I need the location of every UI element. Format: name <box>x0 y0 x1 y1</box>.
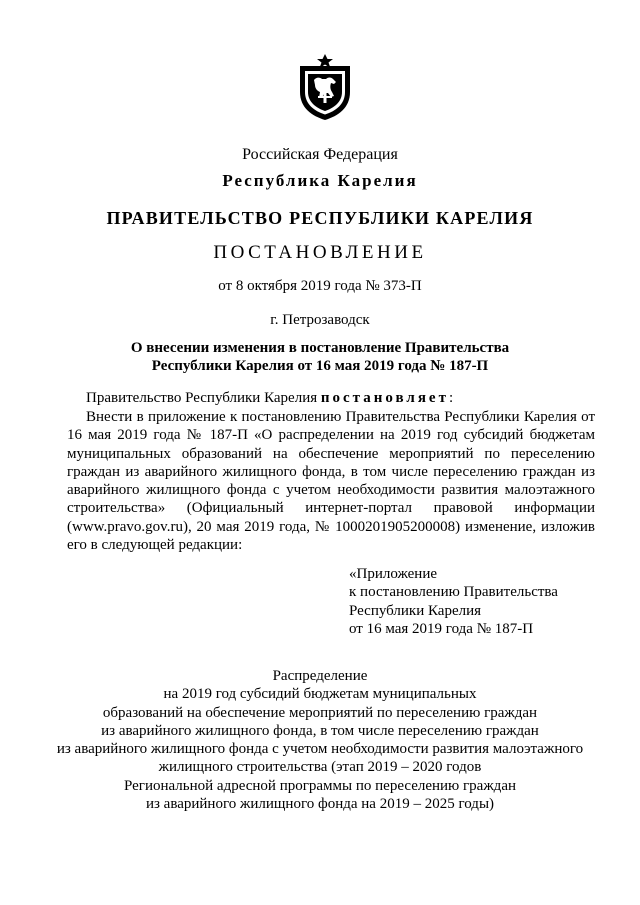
karelia-coat-of-arms-icon <box>296 52 354 122</box>
republic-name: Республика Карелия <box>222 171 418 190</box>
document-type: ПОСТАНОВЛЕНИЕ <box>213 242 427 263</box>
document-title-line-1: О внесении изменения в постановление Правительства <box>130 340 510 356</box>
annex-line: «Приложение <box>349 566 438 582</box>
annex-reference <box>349 565 558 638</box>
document-date-number: от 8 октября 2019 года № 373-П <box>218 278 422 294</box>
intro-suffix: : <box>448 390 454 406</box>
distribution-heading <box>0 667 640 813</box>
distribution-line: на 2019 год субсидий бюджетам муниципальных <box>163 686 477 703</box>
country-name: Российская Федерация <box>242 146 398 163</box>
annex-line: от 16 мая 2019 года № 187-П <box>349 620 534 637</box>
distribution-line: из аварийного жилищного фонда с учетом необходимости развития малоэтажного <box>56 741 584 758</box>
intro-prefix: Правительство Республики Карелия <box>86 390 321 406</box>
annex-line: к постановлению Правительства <box>349 584 558 601</box>
distribution-line: из аварийного жилищного фонда на 2019 – 2025 годы) <box>145 796 495 813</box>
distribution-line: жилищного строительства (этап 2019 – 2020 годов <box>158 759 482 776</box>
intro-paragraph <box>67 389 595 407</box>
distribution-line: образований на обеспечение мероприятий по переселению граждан <box>102 704 538 721</box>
distribution-line: Региональной адресной программы по переселению граждан <box>124 777 516 794</box>
distribution-line: из аварийного жилищного фонда, в том числе переселению граждан <box>101 722 539 739</box>
distribution-line: Распределение <box>272 668 368 684</box>
document-title-line-2: Республики Карелия от 16 мая 2019 года № 187-П <box>151 358 489 374</box>
document-city: г. Петрозаводск <box>270 312 370 328</box>
government-title: ПРАВИТЕЛЬСТВО РЕСПУБЛИКИ КАРЕЛИЯ <box>106 208 534 228</box>
main-paragraph: Внести в приложение к постановлению Правительства Республики Карелия от 16 мая 2019 года № 187-П «О распределении на 2019 год субсидий бюджетам муниципальных образований на обеспечение мероприятий по переселению граждан из аварийного жилищного фонда, в том числе переселению граждан из аварийного жилищного фонда с учетом необходимости развития малоэтажного строительства» (Официальный интернет-портал правовой информации (www.pravo.gov.ru), 20 мая 2019 года, № 1000201905200008) изменение, изложив его в следующей редакции: <box>67 409 595 554</box>
annex-line: Республики Карелия <box>349 602 482 619</box>
intro-resolves: постановляет <box>320 390 449 406</box>
